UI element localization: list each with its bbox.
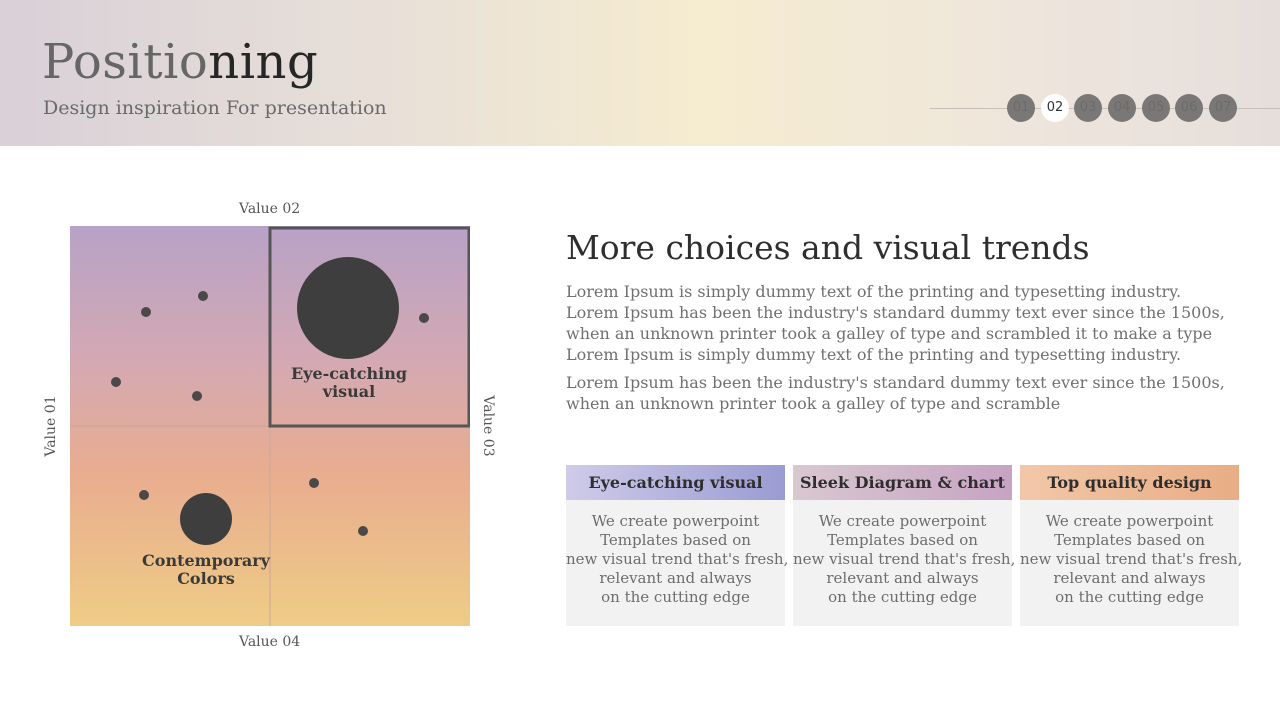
contemporary-label-line1: Contemporary xyxy=(142,551,270,570)
paragraph-line: Lorem Ipsum has been the industry's standard dummy text ever since the 1500s, xyxy=(566,303,1225,322)
card-line: on the cutting edge xyxy=(601,588,750,606)
scatter-dot xyxy=(192,391,202,401)
title-light-part: Positio xyxy=(42,34,209,90)
card-line: relevant and always xyxy=(826,569,979,587)
scatter-dot xyxy=(419,313,429,323)
card-top-quality xyxy=(1020,465,1243,626)
page-dot-02[interactable]: 02 xyxy=(1041,94,1069,122)
highlight-label xyxy=(291,365,407,401)
contemporary-label-line2: Colors xyxy=(177,569,235,588)
paragraph-2 xyxy=(566,372,1225,414)
card-line: relevant and always xyxy=(1053,569,1206,587)
scatter-dot xyxy=(141,307,151,317)
card-line: Templates based on xyxy=(600,531,751,549)
card-body xyxy=(1020,512,1243,607)
page-dot-03[interactable]: 03 xyxy=(1074,94,1102,122)
scatter-dot xyxy=(309,478,319,488)
card-line: We create powerpoint xyxy=(818,512,987,530)
card-line: new visual trend that's fresh, xyxy=(793,550,1016,568)
page-dot-04[interactable]: 04 xyxy=(1108,94,1136,122)
big-circle-contemporary xyxy=(180,493,232,545)
page-subtitle: Design inspiration For presentation xyxy=(43,97,387,119)
card-eye-catching xyxy=(566,465,789,626)
page-dot-06[interactable]: 06 xyxy=(1175,94,1203,122)
big-circle-highlight xyxy=(297,257,399,359)
scatter-dot xyxy=(139,490,149,500)
contemporary-label xyxy=(142,552,270,588)
paragraph-line: Lorem Ipsum is simply dummy text of the printing and typesetting industry. xyxy=(566,345,1182,364)
card-line: We create powerpoint xyxy=(1045,512,1214,530)
axis-label-top: Value 02 xyxy=(239,201,301,217)
paragraph-line: when an unknown printer took a galley of type and scrambled it to make a type xyxy=(566,324,1213,343)
scatter-dot xyxy=(358,526,368,536)
card-line: new visual trend that's fresh, xyxy=(1020,550,1243,568)
page-dot-01[interactable]: 01 xyxy=(1007,94,1035,122)
paragraph-line: when an unknown printer took a galley of type and scramble xyxy=(566,394,1061,413)
axis-label-bottom: Value 04 xyxy=(239,634,301,650)
section-heading: More choices and visual trends xyxy=(566,228,1090,267)
highlight-label-line1: Eye-catching xyxy=(290,364,408,383)
card-line: on the cutting edge xyxy=(828,588,977,606)
card-title: Eye-catching visual xyxy=(566,465,785,500)
card-line: relevant and always xyxy=(599,569,752,587)
card-body xyxy=(566,512,789,607)
scatter-dot xyxy=(111,377,121,387)
pagination xyxy=(1007,94,1239,122)
card-sleek-diagram xyxy=(793,465,1016,626)
page-dot-07[interactable]: 07 xyxy=(1209,94,1237,122)
paragraph-line: Lorem Ipsum is simply dummy text of the printing and typesetting industry. xyxy=(566,282,1182,301)
paragraph-line: Lorem Ipsum has been the industry's standard dummy text ever since the 1500s, xyxy=(566,373,1225,392)
highlight-label-line2: visual xyxy=(322,382,376,401)
card-title: Sleek Diagram & chart xyxy=(793,465,1012,500)
card-line: new visual trend that's fresh, xyxy=(566,550,789,568)
card-line: Templates based on xyxy=(827,531,978,549)
card-line: on the cutting edge xyxy=(1055,588,1204,606)
scatter-dot xyxy=(198,291,208,301)
card-body xyxy=(793,512,1016,607)
axis-label-left: Value 01 xyxy=(43,395,59,457)
page-title xyxy=(42,34,318,90)
card-title: Top quality design xyxy=(1020,465,1239,500)
title-bold-part: ning xyxy=(208,34,319,90)
page-dot-05[interactable]: 05 xyxy=(1142,94,1170,122)
card-line: We create powerpoint xyxy=(591,512,760,530)
paragraph-1 xyxy=(566,281,1225,365)
header-banner xyxy=(0,0,1280,146)
card-line: Templates based on xyxy=(1054,531,1205,549)
axis-label-right: Value 03 xyxy=(480,395,496,457)
